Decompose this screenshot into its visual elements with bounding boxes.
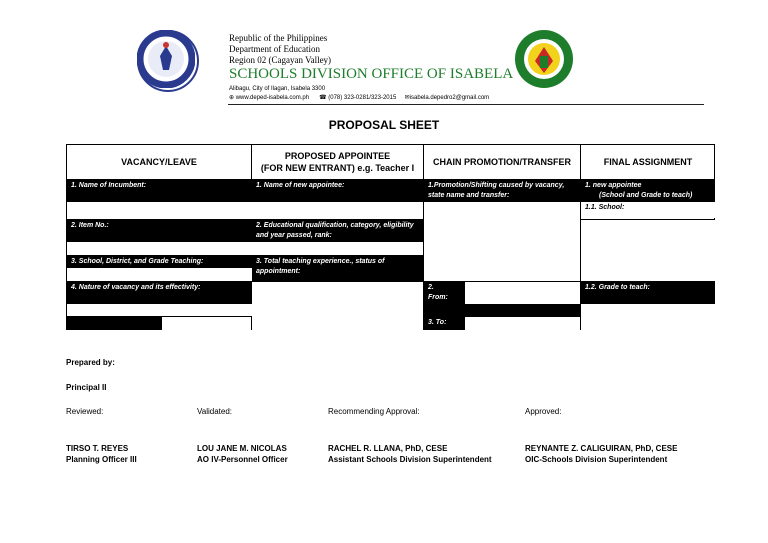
phone-text: (078) 323-0281/323-2015	[328, 95, 397, 101]
signatory-title: Assistant Schools Division Superintendent	[328, 455, 492, 464]
nature-black-block	[67, 317, 161, 330]
region-line: Region 02 (Cagayan Valley)	[229, 55, 332, 65]
validated-label: Validated:	[197, 407, 232, 416]
from-field[interactable]	[465, 282, 580, 304]
signatory-approver	[525, 443, 677, 465]
new-appointee-field[interactable]	[252, 202, 423, 219]
experience-label: 3. Total teaching experience., status of appointment:	[252, 256, 423, 281]
final-appointee-label	[581, 180, 715, 202]
promotion-label: 1.Promotion/Shifting caused by vacancy, state name and transfer:	[424, 180, 580, 202]
header-chain: CHAIN PROMOTION/TRANSFER	[433, 157, 571, 167]
website-text: www.deped-isabela.com.ph	[235, 95, 310, 101]
signatory-recommender	[328, 443, 492, 465]
globe-icon: ⊕	[229, 95, 235, 101]
department-line: Department of Education	[229, 44, 320, 54]
school-label: 3. School, District, and Grade Teaching:	[67, 256, 251, 268]
item-no-field[interactable]	[67, 242, 252, 255]
header-vacancy: VACANCY/LEAVE	[121, 157, 197, 167]
reviewed-label: Reviewed:	[66, 407, 104, 416]
qualification-field[interactable]	[252, 242, 423, 255]
signatory-title: OIC-Schools Division Superintendent	[525, 455, 668, 464]
new-appointee-label: 1. Name of new appointee:	[252, 180, 423, 202]
header-proposed-line2: (FOR NEW ENTRANT) e.g. Teacher I	[260, 163, 415, 173]
effectivity-field[interactable]	[162, 317, 251, 330]
signatory-name: RACHEL R. LLANA, PhD, CESE	[328, 444, 448, 453]
to-label: 3. To:	[424, 317, 465, 330]
division-name: SCHOOLS DIVISION OFFICE OF ISABELA	[229, 66, 514, 82]
item-no-label: 2. Item No.:	[67, 220, 251, 242]
qualification-label: 2. Educational qualification, category, eligibility and year passed, rank:	[252, 220, 423, 242]
to-field[interactable]	[465, 317, 580, 330]
approved-label: Approved:	[525, 407, 562, 416]
header-final: FINAL ASSIGNMENT	[603, 157, 693, 167]
final-school-field[interactable]	[581, 220, 715, 281]
recommending-label: Recommending Approval:	[328, 407, 420, 416]
from-label	[424, 282, 465, 304]
incumbent-field[interactable]	[67, 202, 252, 219]
nature-label: 4. Nature of vacancy and its effectivity:	[67, 282, 251, 304]
contact-line	[229, 94, 489, 102]
experience-field[interactable]	[252, 282, 423, 330]
deped-seal-icon	[513, 28, 575, 90]
grade-field[interactable]	[581, 304, 715, 330]
kagawaran-seal-icon	[137, 30, 199, 92]
incumbent-label: 1. Name of Incumbent:	[67, 180, 251, 202]
from-number: 2.	[428, 284, 434, 291]
principal-label: Principal II	[66, 383, 107, 392]
from-black-strip	[424, 304, 580, 317]
email-text: isabela.depedro2@gmail.com	[409, 95, 490, 101]
signatory-title: AO IV-Personnel Officer	[197, 455, 288, 464]
address-line: Alibagu, City of Ilagan, Isabela 3300	[229, 86, 326, 92]
grade-label: 1.2. Grade to teach:	[581, 282, 715, 304]
email-icon: ✉	[404, 95, 410, 101]
from-text: From:	[428, 294, 448, 301]
proposal-table	[66, 144, 715, 330]
signatory-name: LOU JANE M. NICOLAS	[197, 444, 287, 453]
final-appointee-line1: 1. new appointee	[585, 182, 642, 189]
header-proposed-line1: PROPOSED APPOINTEE	[284, 151, 391, 161]
school-field[interactable]	[67, 268, 252, 281]
signatory-name: TIRSO T. REYES	[66, 444, 129, 453]
signatory-name: REYNANTE Z. CALIGUIRAN, PhD, CESE	[525, 444, 678, 453]
signatory-reviewer	[66, 443, 137, 465]
final-school-label: 1.1. School:	[581, 202, 715, 218]
republic-line: Republic of the Philippines	[229, 33, 328, 43]
final-appointee-line2: (School and Grade to teach)	[599, 192, 693, 199]
promotion-field[interactable]	[424, 202, 580, 281]
prepared-by-label: Prepared by:	[66, 358, 115, 367]
header-rule	[228, 104, 704, 105]
signatory-title: Planning Officer III	[66, 455, 137, 464]
signatory-validator	[197, 443, 288, 465]
header-proposed	[252, 145, 423, 179]
page-title: PROPOSAL SHEET	[328, 118, 440, 132]
phone-icon: ☎	[319, 95, 327, 101]
